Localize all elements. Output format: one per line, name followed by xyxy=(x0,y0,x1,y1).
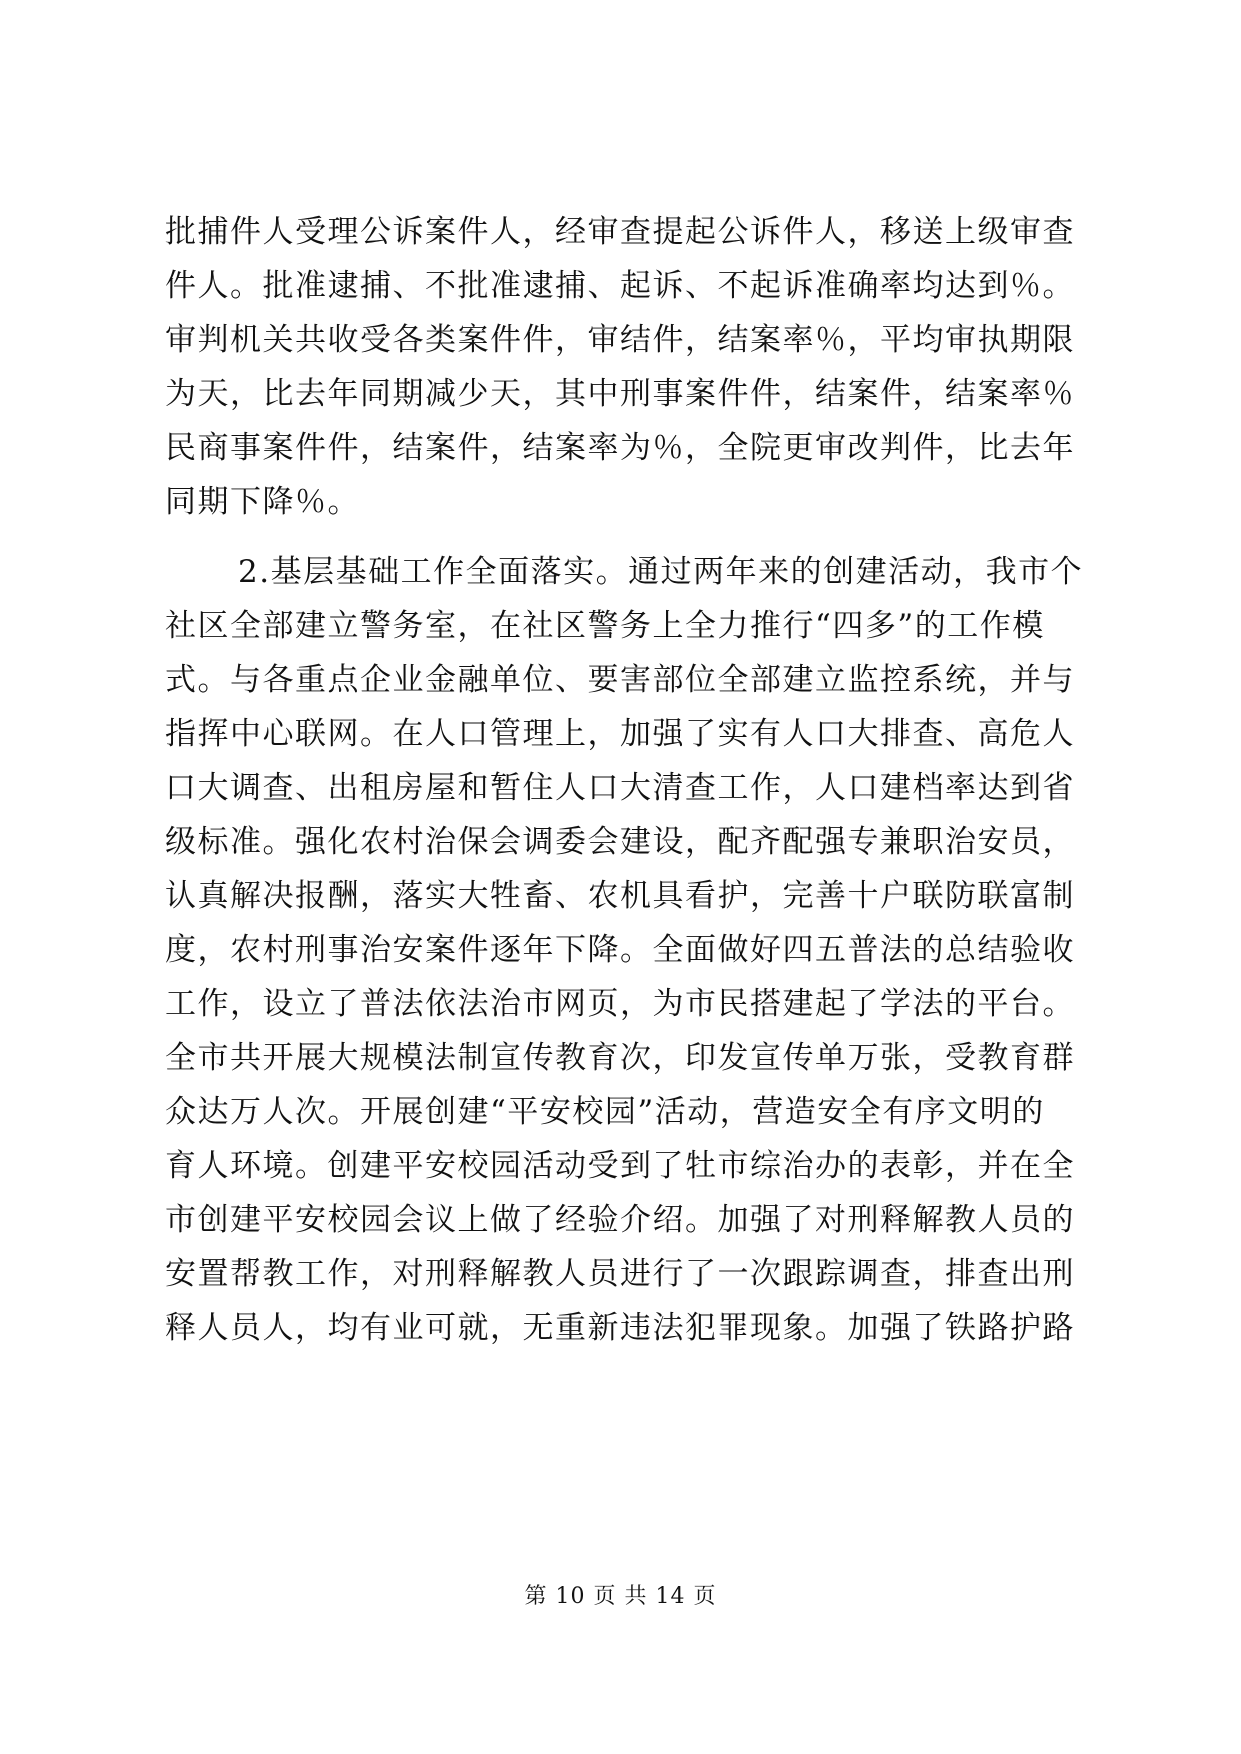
paragraph-line: 全市共开展大规模法制宣传教育次，印发宣传单万张，受教育群 xyxy=(165,1040,1075,1076)
paragraph-line: 社区全部建立警务室，在社区警务上全力推行“四多”的工作模 xyxy=(165,608,1045,644)
paragraph-line: 式。与各重点企业金融单位、要害部位全部建立监控系统，并与 xyxy=(165,662,1075,698)
paragraph-line: 释人员人，均有业可就，无重新违法犯罪现象。加强了铁路护路 xyxy=(165,1310,1075,1346)
paragraph-line: 口大调查、出租房屋和暂住人口大清查工作，人口建档率达到省 xyxy=(165,770,1075,806)
paragraph-line: 众达万人次。开展创建“平安校园”活动，营造安全有序文明的 xyxy=(165,1094,1045,1130)
paragraph-line: 市创建平安校园会议上做了经验介绍。加强了对刑释解教人员的 xyxy=(165,1202,1075,1238)
paragraph-line: 级标准。强化农村治保会调委会建设，配齐配强专兼职治安员， xyxy=(165,824,1075,860)
paragraph-line: 审判机关共收受各类案件件，审结件，结案率％，平均审执期限 xyxy=(165,322,1075,358)
paragraph-line: 工作，设立了普法依法治市网页，为市民搭建起了学法的平台。 xyxy=(165,986,1075,1022)
page-number-footer: 第 10 页 共 14 页 xyxy=(524,1584,717,1609)
paragraph-line: 指挥中心联网。在人口管理上，加强了实有人口大排查、高危人 xyxy=(165,716,1075,752)
paragraph-line: 批捕件人受理公诉案件人，经审查提起公诉件人，移送上级审查 xyxy=(165,214,1075,250)
paragraph-line: 件人。批准逮捕、不批准逮捕、起诉、不起诉准确率均达到％。 xyxy=(165,268,1075,304)
paragraph-line: 2.基层基础工作全面落实。通过两年来的创建活动，我市个 xyxy=(238,554,1084,590)
paragraph-line: 安置帮教工作，对刑释解教人员进行了一次跟踪调查，排查出刑 xyxy=(165,1256,1075,1292)
paragraph-line: 同期下降％。 xyxy=(165,484,360,520)
paragraph-line: 为天，比去年同期减少天，其中刑事案件件，结案件，结案率％ xyxy=(165,376,1075,412)
paragraph-line: 育人环境。创建平安校园活动受到了牡市综治办的表彰，并在全 xyxy=(165,1148,1075,1184)
paragraph-line: 度，农村刑事治安案件逐年下降。全面做好四五普法的总结验收 xyxy=(165,932,1075,968)
paragraph-line: 认真解决报酬，落实大牲畜、农机具看护，完善十户联防联富制 xyxy=(165,878,1075,914)
paragraph-line: 民商事案件件，结案件，结案率为％，全院更审改判件，比去年 xyxy=(165,430,1075,466)
